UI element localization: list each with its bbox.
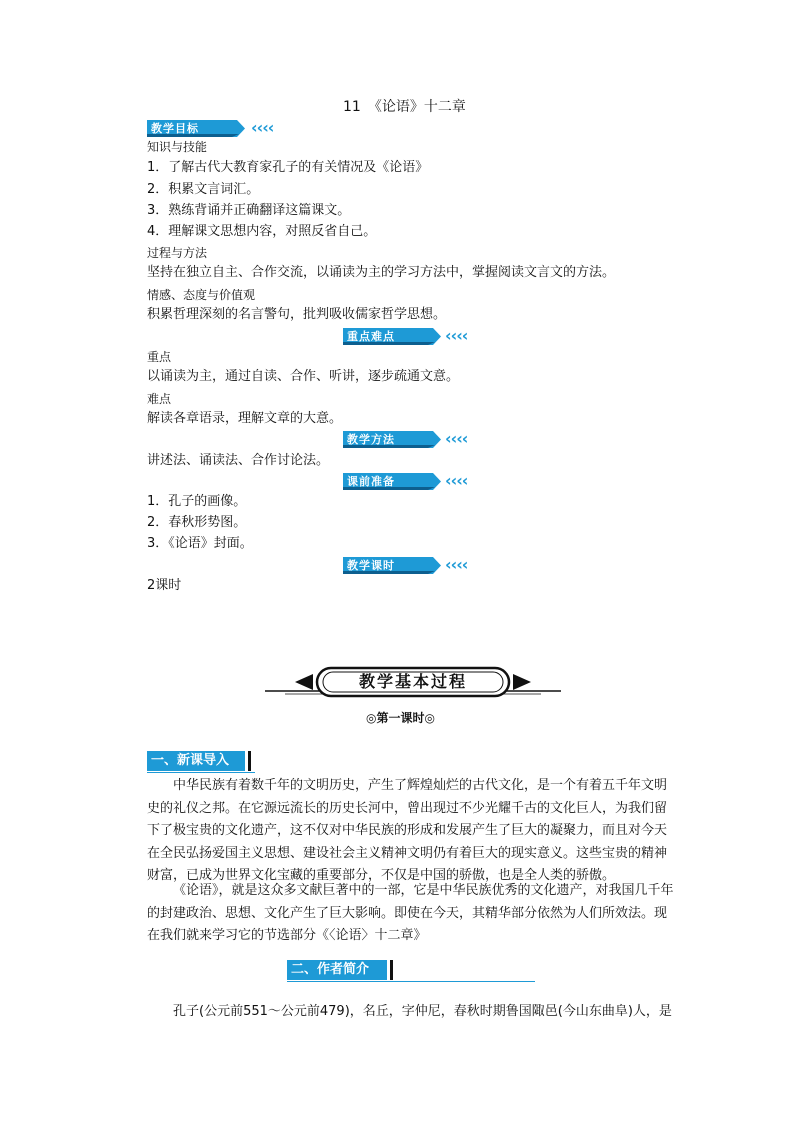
chevrons-icon: ‹‹‹‹ — [445, 326, 468, 345]
section-bar — [390, 960, 393, 980]
goals-process-text: 坚持在独立自主、合作交流，以诵读为主的学习方法中，掌握阅读文言文的方法。 — [147, 265, 616, 280]
key-difficulty-text: 解读各章语录，理解文章的大意。 — [147, 411, 343, 426]
hours-text: 2课时 — [147, 578, 182, 593]
prep-banner-label: 课前准备 — [347, 475, 395, 488]
goals-banner — [147, 120, 287, 137]
section-underline — [147, 772, 255, 773]
process-header — [265, 665, 561, 699]
section-author-header — [287, 960, 537, 982]
author-paragraph-1: 孔子(公元前551～公元前479)，名丘，字仲尼，春秋时期鲁国陬邑(今山东曲阜)人，是 — [173, 1004, 672, 1019]
chevrons-icon: ‹‹‹‹ — [445, 471, 468, 490]
goals-emotion-text: 积累哲理深刻的名言警句，批判吸收儒家哲学思想。 — [147, 307, 447, 322]
process-title: 教学基本过程 — [358, 672, 467, 691]
section-bar — [248, 751, 251, 771]
goals-item-4: 4．理解课文思想内容，对照反省自己。 — [147, 224, 377, 239]
method-banner — [343, 431, 483, 448]
lesson-title: 11 《论语》十二章 — [343, 99, 466, 115]
prep-banner — [343, 473, 483, 490]
goals-sub-process: 过程与方法 — [147, 246, 208, 260]
section-author-title: 二、作者简介 — [287, 960, 387, 980]
key-sub-difficulty: 难点 — [147, 392, 172, 406]
hours-banner — [343, 557, 483, 574]
prep-item-2: 2．春秋形势图。 — [147, 515, 247, 530]
chevrons-icon: ‹‹‹‹ — [251, 118, 274, 137]
section-intro-title: 一、新课导入 — [147, 751, 245, 771]
prep-item-3: 3．《论语》封面。 — [147, 536, 253, 551]
goals-item-3: 3．熟练背诵并正确翻译这篇课文。 — [147, 203, 351, 218]
period-label: ◎第一课时◎ — [366, 711, 435, 725]
key-focus-text: 以诵读为主，通过自读、合作、听讲，逐步疏通文意。 — [147, 369, 460, 384]
intro-paragraph-1: 中华民族有着数千年的文明历史，产生了辉煌灿烂的古代文化，是一个有着五千年文明史的礼仪之邦。在它源远流长的历史长河中，曾出现过不少光耀千古的文化巨人，为我们留下了极宝贵的文化遗产，这不仅对中华民族的形成和发展产生了巨大的凝聚力，而且对今天在全民弘扬爱国主义思想、建设社会主义精神文明仍有着巨大的现实意义。这些宝贵的精神财富，已成为世界文化宝藏的重要部分，不仅是中国的骄傲，也是全人类的骄傲。 — [147, 778, 668, 883]
key-banner-label: 重点难点 — [347, 330, 395, 343]
chevrons-icon: ‹‹‹‹ — [445, 429, 468, 448]
key-sub-focus: 重点 — [147, 350, 172, 364]
key-banner — [343, 328, 483, 345]
prep-item-1: 1．孔子的画像。 — [147, 494, 247, 509]
method-text: 讲述法、诵读法、合作讨论法。 — [147, 453, 330, 468]
hours-banner-label: 教学课时 — [347, 559, 395, 572]
section-underline — [287, 981, 535, 982]
goals-banner-label: 教学目标 — [151, 122, 199, 135]
section-intro-header — [147, 751, 257, 773]
goals-item-1: 1．了解古代大教育家孔子的有关情况及《论语》 — [147, 160, 429, 175]
goals-sub-knowledge: 知识与技能 — [147, 140, 208, 154]
goals-item-2: 2．积累文言词汇。 — [147, 182, 260, 197]
intro-paragraph-2: 《论语》，就是这众多文献巨著中的一部，它是中华民族优秀的文化遗产，对我国几千年的封建政治、思想、文化产生了巨大影响。即使在今天，其精华部分依然为人们所效法。现在我们就来学习它的节选部分《〈论语〉十二章》 — [147, 883, 674, 943]
chevrons-icon: ‹‹‹‹ — [445, 555, 468, 574]
goals-sub-emotion: 情感、态度与价值观 — [147, 288, 256, 302]
method-banner-label: 教学方法 — [347, 433, 395, 446]
